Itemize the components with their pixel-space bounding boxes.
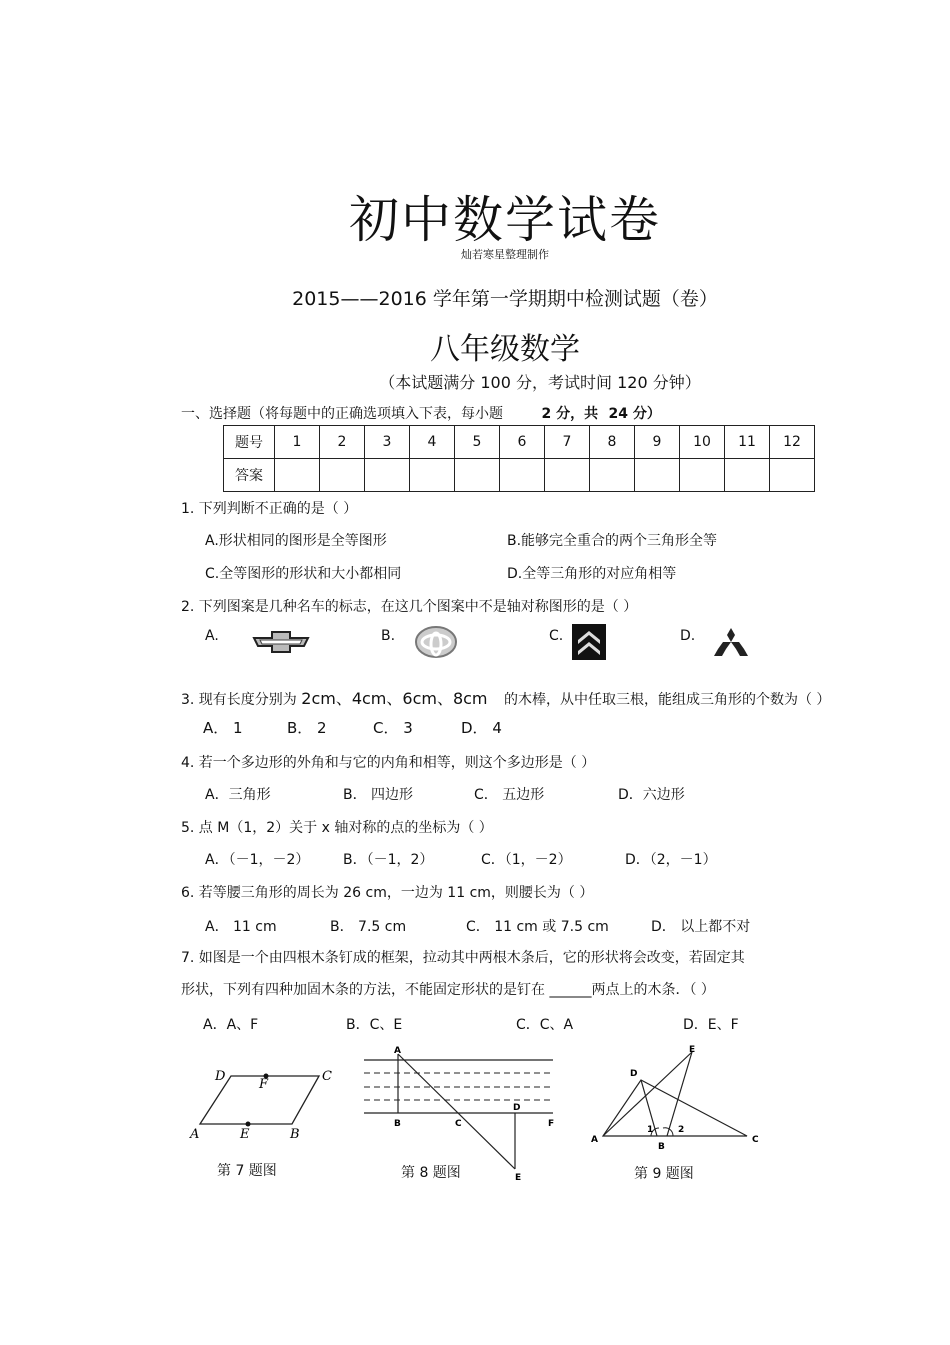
- q2-stem: 2. 下列图案是几种名车的标志，在这几个图案中不是轴对称图形的是（ ）: [181, 599, 638, 615]
- table-cell: 9: [635, 426, 680, 459]
- fig8-caption: 第 8 题图: [401, 1165, 461, 1181]
- answer-cell[interactable]: [320, 459, 365, 492]
- q7-option-a: A．A、F: [203, 1017, 259, 1033]
- q1-option-b: B.能够完全重合的两个三角形全等: [507, 533, 718, 549]
- fig7-label-c: C: [322, 1069, 332, 1084]
- answer-cell[interactable]: [635, 459, 680, 492]
- document-title: 初中数学试卷: [349, 191, 661, 249]
- q1-stem: 1. 下列判断不正确的是（ ）: [181, 501, 358, 517]
- q4-option-c: C． 五边形: [474, 787, 545, 803]
- table-cell: 12: [770, 426, 815, 459]
- q7-line2: 形状，下列有四种加固木条的方法，不能固定形状的是钉在 ______两点上的木条．（ ）: [181, 982, 715, 998]
- table-cell: 11: [725, 426, 770, 459]
- answer-cell[interactable]: [365, 459, 410, 492]
- fig7-label-a: A: [190, 1127, 200, 1142]
- table-row-answers: [224, 459, 815, 492]
- grade-title: 八年级数学: [430, 332, 580, 367]
- fig7-label-b: B: [290, 1127, 300, 1142]
- fig8-label-c: C: [455, 1119, 462, 1129]
- table-cell: 7: [545, 426, 590, 459]
- fig7-caption: 第 7 题图: [217, 1163, 277, 1179]
- table-cell: 5: [455, 426, 500, 459]
- q3-option-a: A． 1: [203, 719, 243, 737]
- table-row-numbers: [224, 426, 815, 459]
- figure-7: [185, 1060, 345, 1150]
- q3-lengths: 2cm、4cm、6cm、8cm: [301, 689, 488, 708]
- table-header-number: 题号: [224, 426, 275, 459]
- exam-meta: （本试题满分 100 分，考试时间 120 分钟）: [379, 373, 701, 392]
- q6-stem: 6. 若等腰三角形的周长为 26 cm，一边为 11 cm，则腰长为（ ）: [181, 885, 594, 901]
- q4-option-b: B． 四边形: [343, 787, 414, 803]
- fig8-label-e: E: [515, 1173, 522, 1183]
- answer-cell[interactable]: [770, 459, 815, 492]
- table-cell: 4: [410, 426, 455, 459]
- q5-option-a: A．（－1，－2）: [205, 852, 310, 868]
- fig9-label-a: A: [591, 1135, 598, 1145]
- q3-stem-b: 的木棒，从中任取三根，能组成三角形的个数为（ ）: [503, 692, 831, 708]
- fig7-label-e: E: [240, 1127, 250, 1142]
- section1-heading-b: 2 分，共: [541, 406, 599, 422]
- fig9-label-c: C: [752, 1135, 759, 1145]
- answer-cell[interactable]: [500, 459, 545, 492]
- q3-option-d: D． 4: [461, 719, 502, 737]
- q2-option-a: A.: [205, 628, 219, 644]
- q7-option-c: C．C、A: [516, 1017, 574, 1033]
- table-cell: 8: [590, 426, 635, 459]
- q7-option-b: B．C、E: [346, 1017, 403, 1033]
- answer-cell[interactable]: [410, 459, 455, 492]
- q3-option-b: B． 2: [287, 719, 327, 737]
- q5-option-d: D．（2，－1）: [625, 852, 717, 868]
- q1-option-d: D.全等三角形的对应角相等: [507, 566, 677, 582]
- answer-cell[interactable]: [725, 459, 770, 492]
- q2-option-c: C.: [549, 628, 564, 644]
- q6-option-a: A． 11 cm: [205, 919, 277, 935]
- q6-option-d: D． 以上都不对: [651, 919, 751, 935]
- answer-cell[interactable]: [545, 459, 590, 492]
- fig7-label-f: F: [259, 1077, 269, 1092]
- fig7-point-e: [246, 1122, 251, 1127]
- table-cell: 1: [275, 426, 320, 459]
- citroen-logo: [572, 624, 606, 660]
- table-cell: 3: [365, 426, 410, 459]
- fig9-label-2: 2: [678, 1125, 685, 1135]
- q3-option-c: C． 3: [373, 719, 413, 737]
- fig9-label-1: 1: [647, 1125, 654, 1135]
- q6-option-c: C． 11 cm 或 7.5 cm: [466, 919, 609, 935]
- q7-option-d: D．E、F: [683, 1017, 739, 1033]
- answer-table: [223, 425, 815, 492]
- q3-stem: [181, 686, 830, 709]
- q1-option-c: C.全等图形的形状和大小都相同: [205, 566, 402, 582]
- q2-option-b: B.: [381, 628, 396, 644]
- answer-cell[interactable]: [590, 459, 635, 492]
- q4-stem: 4. 若一个多边形的外角和与它的内角和相等，则这个多边形是（ ）: [181, 755, 596, 771]
- answer-cell[interactable]: [680, 459, 725, 492]
- section1-heading-a: 一、选择题（将每题中的正确选项填入下表，每小题: [181, 406, 503, 422]
- fig8-label-b: B: [394, 1119, 401, 1129]
- fig9-label-d: D: [630, 1069, 638, 1079]
- figure-9: [585, 1038, 770, 1156]
- table-cell: 6: [500, 426, 545, 459]
- mitsubishi-logo: [713, 627, 749, 659]
- fig9-label-b: B: [658, 1142, 665, 1152]
- toyota-logo: [414, 625, 458, 659]
- exam-name: 2015——2016 学年第一学期期中检测试题（卷）: [292, 288, 718, 310]
- figure-8: [358, 1042, 568, 1184]
- table-cell: 10: [680, 426, 725, 459]
- answer-cell[interactable]: [275, 459, 320, 492]
- table-cell: 2: [320, 426, 365, 459]
- q5-stem: 5. 点 M（1，2）关于 x 轴对称的点的坐标为（ ）: [181, 820, 493, 836]
- q7-line1: 7. 如图是一个由四根木条钉成的框架，拉动其中两根木条后，它的形状将会改变，若固定其: [181, 950, 745, 966]
- q3-stem-a: 3. 现有长度分别为: [181, 692, 297, 708]
- q5-option-c: C．（1，－2）: [481, 852, 572, 868]
- q1-option-a: A.形状相同的图形是全等图形: [205, 533, 387, 549]
- chevrolet-logo: [252, 630, 310, 654]
- section1-heading: [181, 403, 661, 423]
- q4-option-d: D．六边形: [618, 787, 685, 803]
- answer-cell[interactable]: [455, 459, 500, 492]
- q6-option-b: B． 7.5 cm: [330, 919, 407, 935]
- fig9-label-e: E: [689, 1045, 696, 1055]
- fig9-caption: 第 9 题图: [634, 1166, 694, 1182]
- maker-note: 灿若寒星整理制作: [461, 248, 549, 261]
- fig8-label-d: D: [513, 1103, 521, 1113]
- table-header-answer: 答案: [224, 459, 275, 492]
- fig8-label-a: A: [394, 1046, 401, 1056]
- fig8-label-f: F: [548, 1119, 555, 1129]
- q2-option-d: D.: [680, 628, 696, 644]
- section1-heading-c: 24 分）: [608, 406, 661, 422]
- q5-option-b: B．（－1，2）: [343, 852, 434, 868]
- q4-option-a: A．三角形: [205, 787, 271, 803]
- fig7-label-d: D: [215, 1069, 226, 1084]
